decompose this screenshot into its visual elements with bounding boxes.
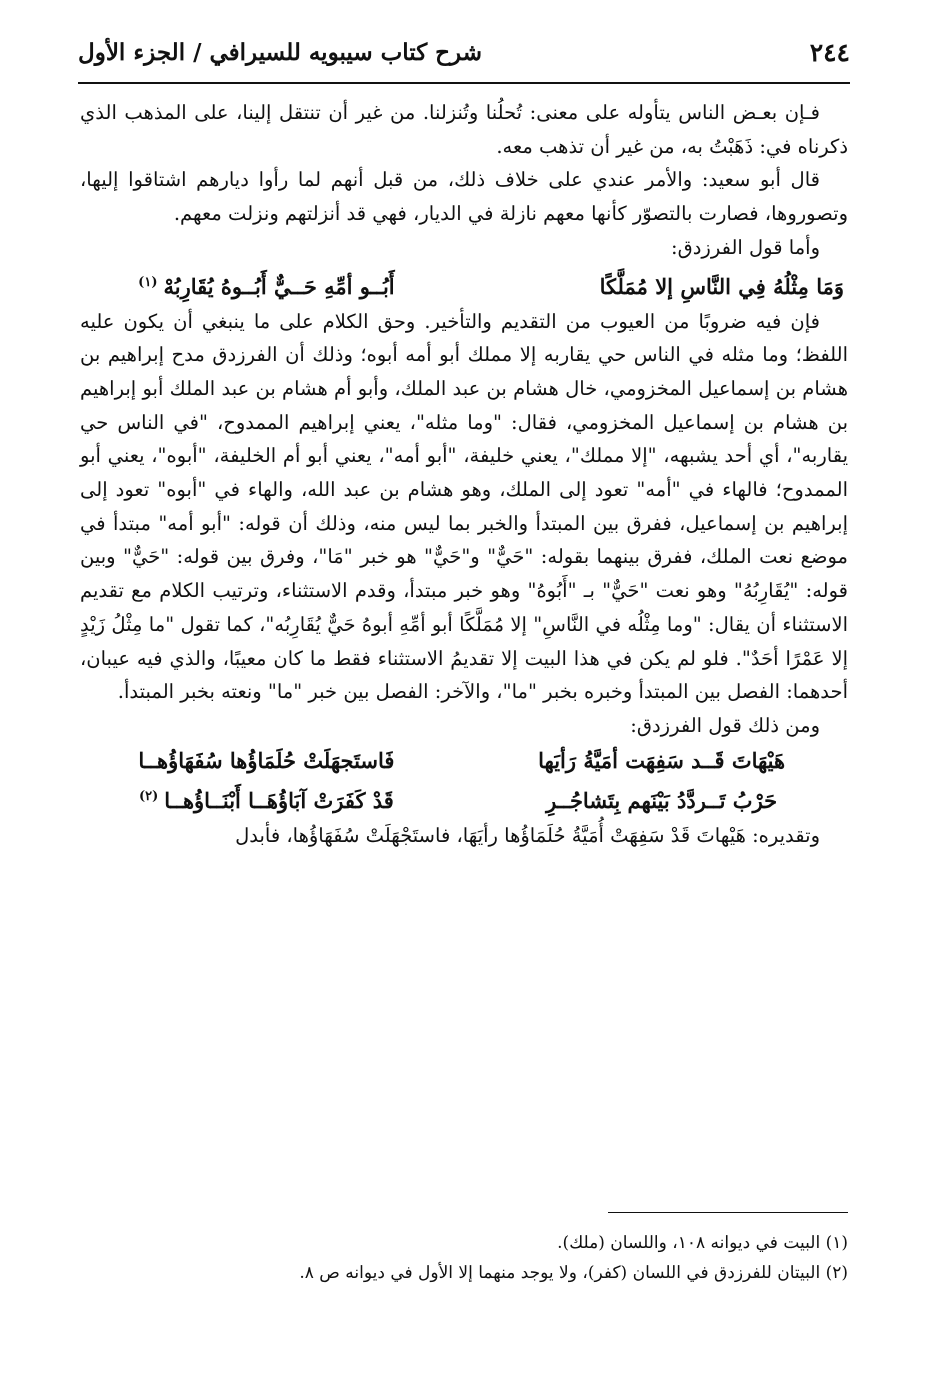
- verse-second-hemistich: [84, 265, 449, 305]
- footnotes: [80, 1228, 848, 1288]
- verse-line: [80, 743, 848, 779]
- verse-line: [80, 779, 848, 819]
- verse-text: أَبُــو أمِّهِ حَــيٌّ أَبُــوهُ يُقَارِبُهْ: [163, 273, 395, 299]
- paragraph: فإن فيه ضروبًا من العيوب من التقديم والتأخير. وحق الكلام على ما ينبغي أن يكون عليه اللفظ؛ وما مثله في الناس حي يقاربه إلا مملك أبو أمه أبوه؛ وذلك أن الفرزدق مدح إبراهيم بن هشام بن إسماعيل المخزومي، خال هشام بن عبد الملك، وأبو أم هشام بن عبد الملك أبو إبراهيم بن هشام بن إسماعيل المخزومي، فقال: "وما مثله"، يعني إبراهيم الممدوح، "في الناس حي يقاربه"، أي أحد يشبهه، "إلا مملك"، يعني خليفة، "أبو أمه"، يعني أبو أم الخليفة، "أبوه"، يعني أبو الممدوح؛ فالهاء في "أمه" تعود إلى الملك، وهو هشام بن عبد الله، والهاء في "أبوه" تعود إلى إبراهيم بن إسماعيل، ففرق بين المبتدأ والخبر بما ليس منه، وذلك أن قوله: "أبو أمه" مبتدأ في موضع نعت الملك، ففرق بينهما بقوله: "حَيٌّ" و"حَيٌّ" هو خبر "مَا"، وفرق بين قوله: "حَيٌّ" وبين قوله: "يُقَارِبُهُ" وهو نعت "حَيٌّ" بـ "أَبُوهُ" وهو خبر مبتدأ، وقدم الاستثناء، وترتيب الكلام مع تقديم الاستثناء أن يقال: "وما مِثْلُه في النَّاسِ" إلا مُمَلَّكًا أبو أمِّهِ أبوهُ حَيٌّ يُقَارِبُه"، كما تقول "ما مِثْلُ زَيْدٍ إلا عَمْرًا أحَدٌ". فلو لم يكن في هذا البيت إلا تقديمُ الاستثناء فقط ما كان معيبًا، والذي فيه عيبان، أحدهما: الفصل بين المبتدأ وخبره بخبر "ما"، والآخر: الفصل بين خبر "ما" ونعته بخبر المبتدأ.: [80, 309, 848, 704]
- footnote: (١) البيت في ديوانه ١٠٨، واللسان (ملك).: [557, 1233, 848, 1253]
- footnote-mark: (١): [138, 274, 158, 290]
- verse-first-hemistich: هَيْهَاتَ قَــد سَفِهَت أمَيَّةُ رَأيَها: [538, 747, 786, 773]
- verse-text: قَدْ كَفَرَتْ آبَاؤُهَــا أَبْنَــاؤُهــا: [164, 787, 394, 813]
- verse-intro: ومن ذلك قول الفرزدق:: [630, 713, 820, 737]
- verse-first-hemistich: وَمَا مِثْلُهُ فِي النَّاسِ إلا مُمَلَّكًا: [599, 273, 844, 299]
- footnote-mark: (٢): [138, 788, 159, 804]
- footnote-rule: [608, 1212, 848, 1213]
- header-rule: [78, 82, 850, 84]
- paragraph: قال أبو سعيد: والأمر عندي على خلاف ذلك، من قبل أنهم لما رأوا ديارهم اشتاقوا إليها، وتصوروها، فصارت بالتصوّر كأنها معهم نازلة في الديار، فهي قد أنزلتهم ونزلت معهم.: [80, 168, 848, 226]
- main-text: [80, 96, 848, 852]
- paragraph: فـإن بعـض الناس يتأوله على معنى: تُحلُنا وتُنزلنا. من غير أن تنتقل إلينا، على المذهب الذي ذكرناه في: ذَهَبْتُ به، من غير أن تذهب معه.: [80, 101, 848, 158]
- running-title: شرح كتاب سيبويه للسيرافي / الجزء الأول: [78, 38, 482, 66]
- verse-line: [80, 265, 848, 305]
- page-header: [78, 28, 850, 76]
- page-number: ٢٤٤: [809, 37, 850, 67]
- verse-second-hemistich: [84, 779, 449, 819]
- paragraph: وتقديره: هَيْهاتَ قَدْ سَفِهَتْ أُمَيَّةُ حُلَمَاؤُها رأيَهَا، فاستَجْهَلَتْ سُفَهَاؤُها، فأبدل: [235, 823, 820, 847]
- footnote: (٢) البيتان للفرزدق في اللسان (كفر)، ولا يوجد منهما إلا الأول في ديوانه ص ٨.: [299, 1263, 848, 1283]
- verse-first-hemistich: حَرْبُ تَــردَّدُ بَيْنَهم بِتَشاجُــرِ: [546, 787, 778, 813]
- verse-intro: وأما قول الفرزدق:: [671, 235, 820, 259]
- verse-second-hemistich: فَاستَجهَلَتْ حُلَمَاؤُها سُفَهَاؤُهــا: [138, 747, 395, 773]
